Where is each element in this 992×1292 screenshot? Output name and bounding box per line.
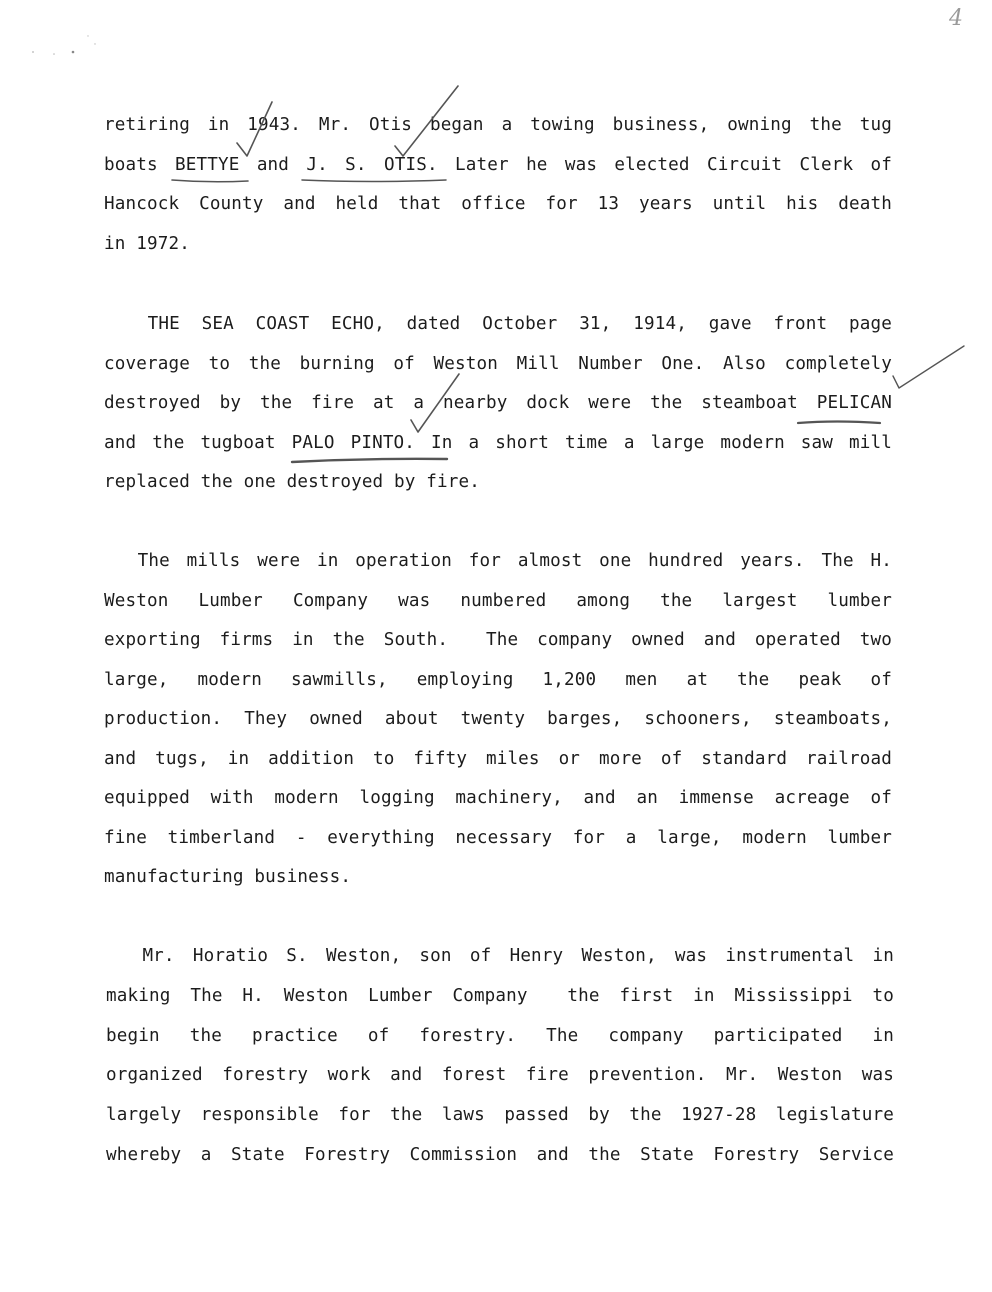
text-line: THE SEA COAST ECHO, dated October 31, 1914, gave front page xyxy=(104,314,892,334)
text-line: fine timberland - everything necessary for a large, modern lumber xyxy=(104,827,892,848)
text-line: and the tugboat PALO PINTO. In a short time a large modern saw mill xyxy=(104,432,892,453)
text-line: exporting firms in the South. The company owned and operated two xyxy=(104,630,892,650)
text-line: whereby a State Forestry Commission and the State Forestry Service xyxy=(106,1144,894,1165)
text-line: large, modern sawmills, employing 1,200 men at the peak of xyxy=(104,669,892,690)
text-line: production. They owned about twenty barges, schooners, steamboats, xyxy=(104,709,892,729)
paragraph-2 xyxy=(104,313,892,511)
text-line: and tugs, in addition to fifty miles or more of standard railroad xyxy=(104,748,892,769)
text-line: retiring in 1943. Mr. Otis began a towing business, owning the tug xyxy=(104,115,892,135)
text-line: in 1972. xyxy=(104,233,190,254)
text-line: replaced the one destroyed by fire. xyxy=(104,472,480,492)
page-number: 4 xyxy=(949,6,963,31)
text-line: Mr. Horatio S. Weston, son of Henry Weston, was instrumental in xyxy=(106,946,894,966)
text-line: begin the practice of forestry. The company participated in xyxy=(106,1025,894,1046)
text-line: coverage to the burning of Weston Mill Number One. Also completely xyxy=(104,353,892,374)
text-line: destroyed by the fire at a nearby dock were the steamboat PELICAN xyxy=(104,393,892,413)
text-line: largely responsible for the laws passed by the 1927-28 legislature xyxy=(106,1105,894,1126)
scan-specks xyxy=(0,0,120,60)
text-line: organized forestry work and forest fire prevention. Mr. Weston was xyxy=(106,1065,894,1086)
text-line: The mills were in operation for almost one hundred years. The H. xyxy=(104,551,892,571)
text-line: equipped with modern logging machinery, and an immense acreage of xyxy=(104,788,892,808)
checkmark-icon xyxy=(893,346,964,388)
text-line: boats BETTYE and J. S. OTIS. Later he was elected Circuit Clerk of xyxy=(104,154,892,175)
paragraph-4 xyxy=(106,945,894,1184)
paragraph-1 xyxy=(104,114,892,272)
text-line: manufacturing business. xyxy=(104,867,352,887)
text-line: Weston Lumber Company was numbered among the largest lumber xyxy=(104,590,892,611)
text-line: making The H. Weston Lumber Company the first in Mississippi to xyxy=(106,985,894,1006)
text-line: Hancock County and held that office for 13 years until his death xyxy=(104,194,892,214)
paragraph-3 xyxy=(104,550,892,906)
